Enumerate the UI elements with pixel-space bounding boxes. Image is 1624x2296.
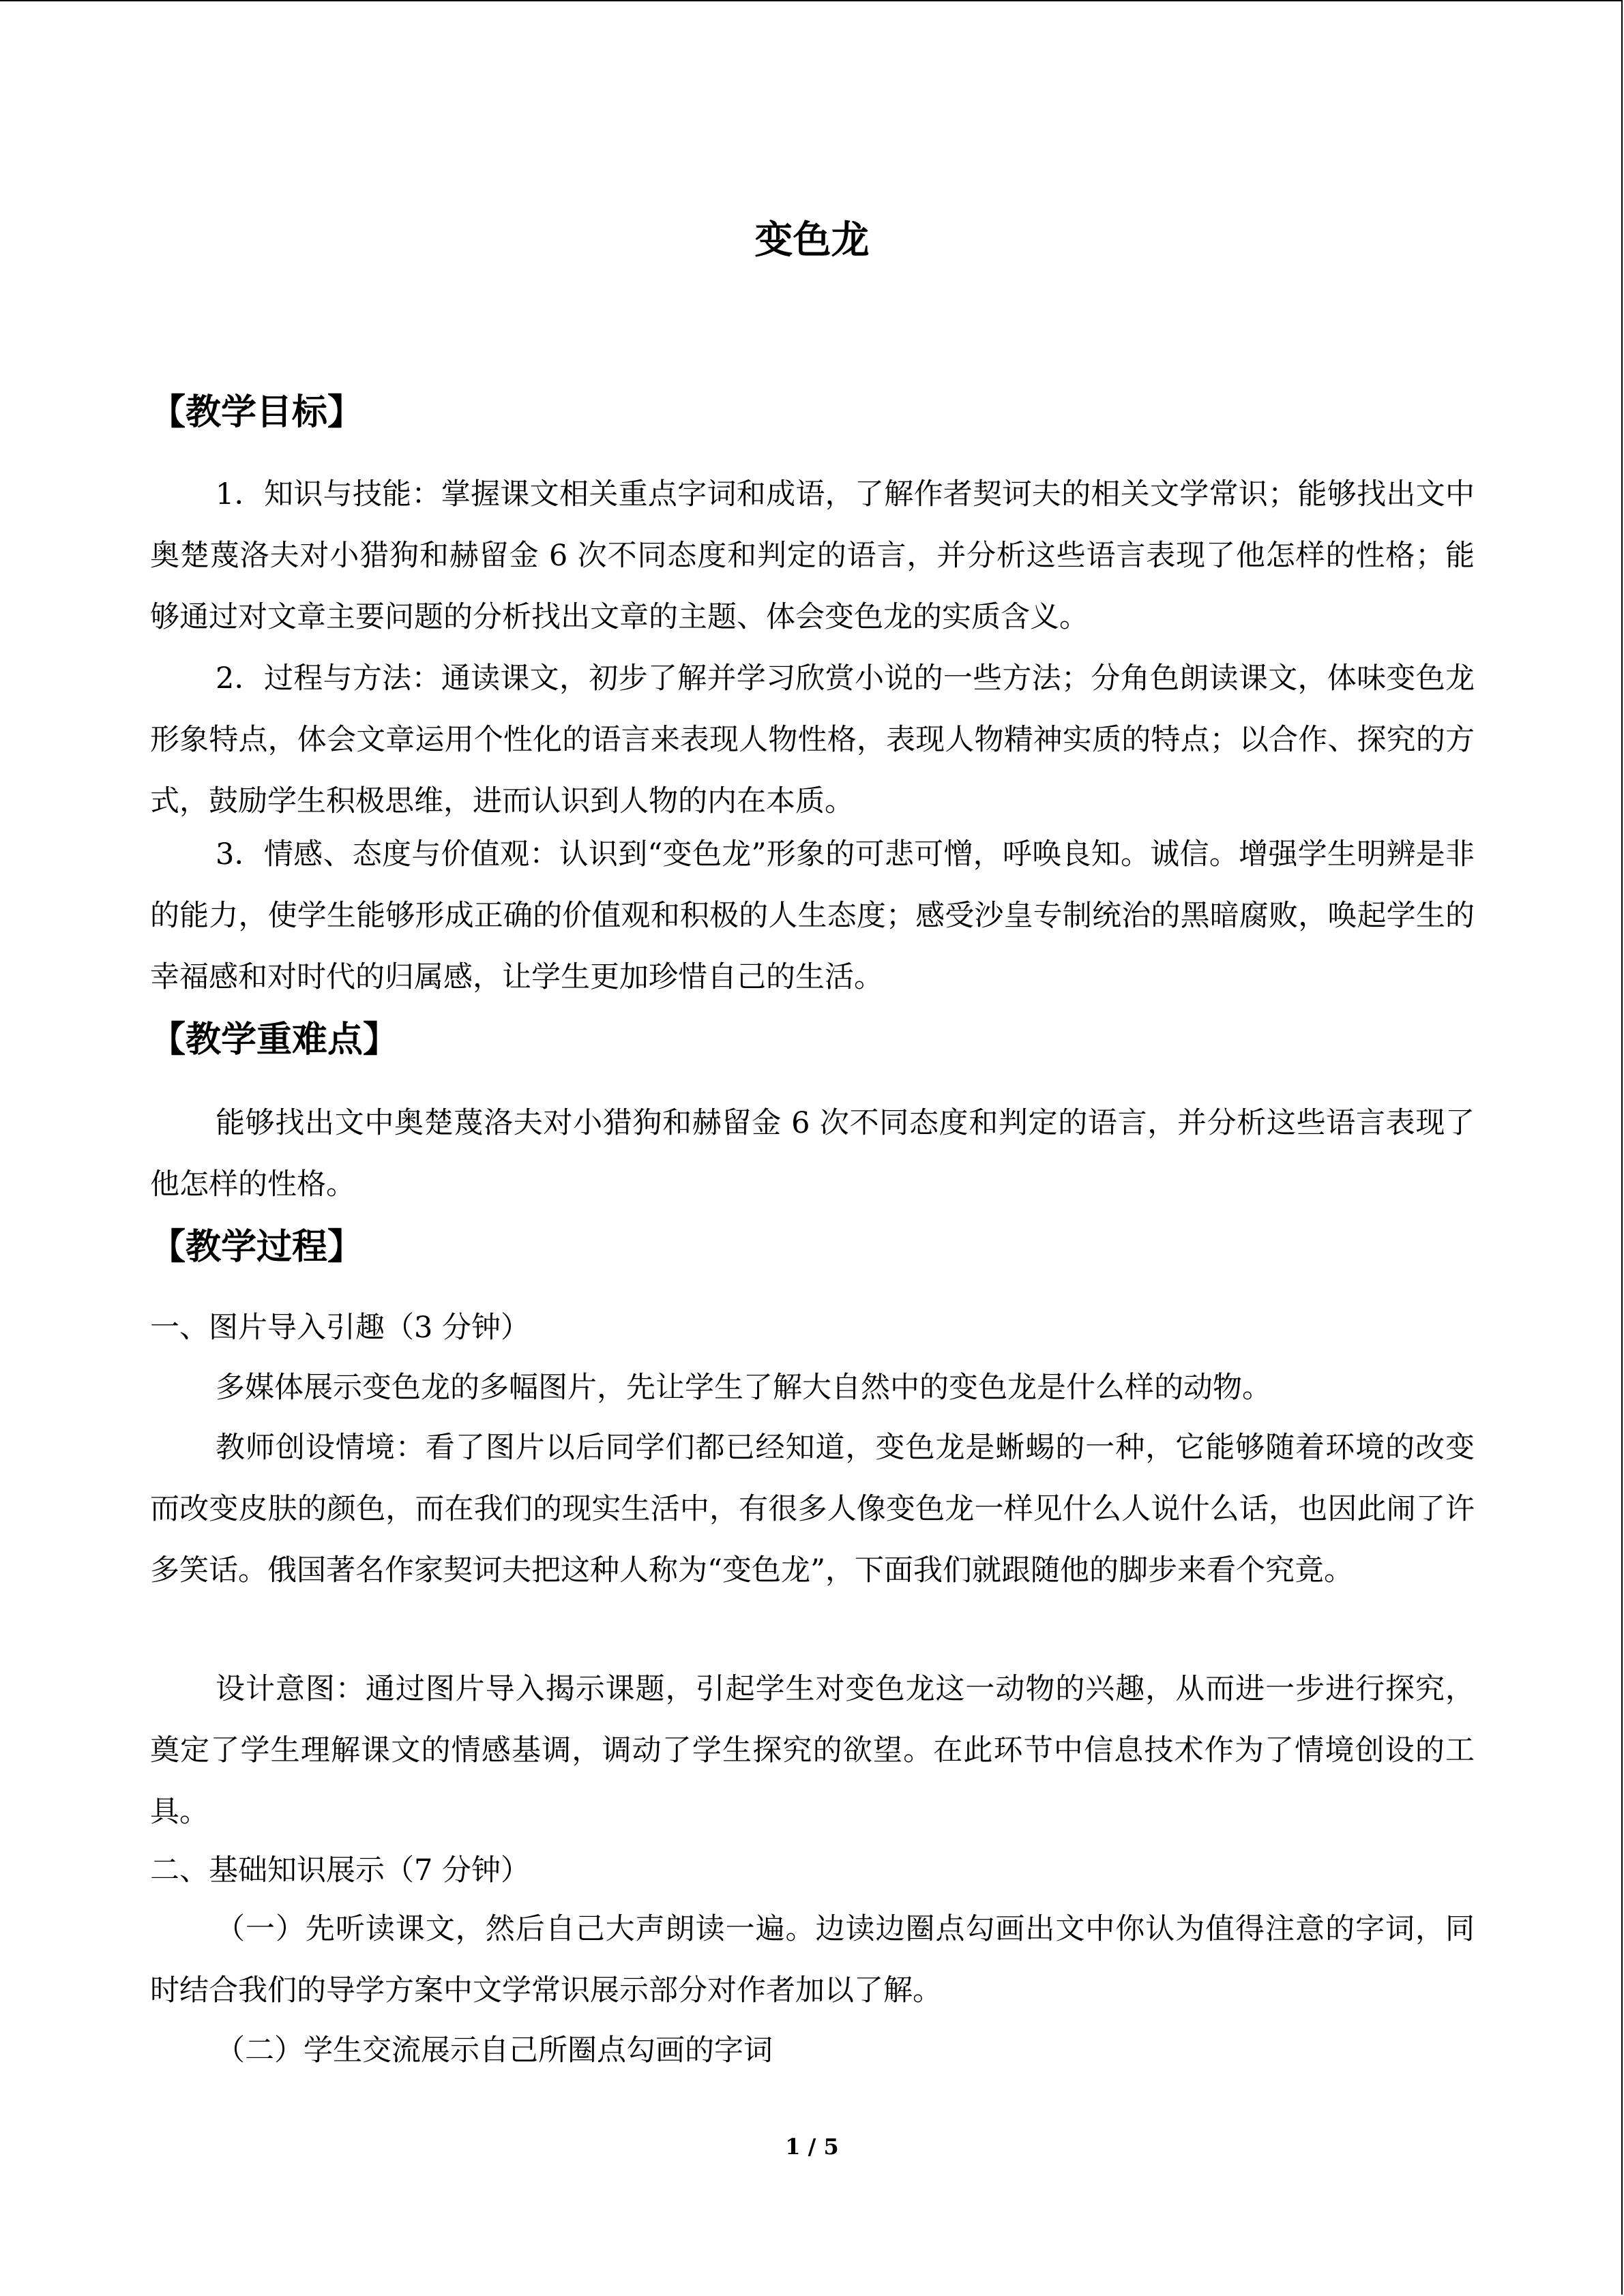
step2-paragraph-2: （二）学生交流展示自己所圈点勾画的字词 bbox=[216, 2033, 773, 2068]
step1-paragraph-3: 设计意图：通过图片导入揭示课题，引起学生对变色龙这一动物的兴趣，从而进一步进行探究，奠定了学生理解课文的情感基调，调动了学生探究的欲望。在此环节中信息技术作为了情境创设的工具。 bbox=[150, 1672, 1475, 1829]
step2-title: 二、基础知识展示（7 分钟） bbox=[150, 1853, 531, 1888]
step1-title: 一、图片导入引趣（3 分钟） bbox=[150, 1311, 531, 1345]
step1-paragraph-2: 教师创设情境：看了图片以后同学们都已经知道，变色龙是蜥蜴的一种，它能够随着环境的改变而改变皮肤的颜色，而在我们的现实生活中，有很多人像变色龙一样见什么人说什么话，也因此闹了许多笑话。俄国著名作家契诃夫把这种人称为“变色龙”，下面我们就跟随他的脚步来看个究竟。 bbox=[150, 1431, 1475, 1587]
step2-paragraph-1: （一）先听读课文，然后自己大声朗读一遍。边读边圈点勾画出文中你认为值得注意的字词，同时结合我们的导学方案中文学常识展示部分对作者加以了解。 bbox=[150, 1912, 1475, 2008]
step1-paragraph-1: 多媒体展示变色龙的多幅图片，先让学生了解大自然中的变色龙是什么样的动物。 bbox=[216, 1371, 1271, 1405]
document-title: 变色龙 bbox=[754, 218, 870, 263]
key-points-paragraph: 能够找出文中奥楚蔑洛夫对小猎狗和赫留金 6 次不同态度和判定的语言，并分析这些语言表现了他怎样的性格。 bbox=[150, 1106, 1475, 1202]
process-heading: 【教学过程】 bbox=[150, 1227, 364, 1268]
key-points-heading: 【教学重难点】 bbox=[150, 1019, 399, 1060]
objective-paragraph-2: 2．过程与方法：通读课文，初步了解并学习欣赏小说的一些方法；分角色朗读课文，体味变色龙形象特点，体会文章运用个性化的语言来表现人物性格，表现人物精神实质的特点；以合作、探究的方式，鼓励学生积极思维，进而认识到人物的内在本质。 bbox=[150, 661, 1475, 818]
objectives-heading: 【教学目标】 bbox=[150, 392, 364, 433]
page-number: 1 / 5 bbox=[785, 2134, 839, 2160]
objective-paragraph-3: 3．情感、态度与价值观：认识到“变色龙”形象的可悲可憎，呼唤良知。诚信。增强学生明辨是非的能力，使学生能够形成正确的价值观和积极的人生态度；感受沙皇专制统治的黑暗腐败，唤起学生的幸福感和对时代的归属感，让学生更加珍惜自己的生活。 bbox=[150, 837, 1475, 994]
objective-paragraph-1: 1．知识与技能：掌握课文相关重点字词和成语，了解作者契诃夫的相关文学常识；能够找出文中奥楚蔑洛夫对小猎狗和赫留金 6 次不同态度和判定的语言，并分析这些语言表现了他怎样的性格；能够通过对文章主要问题的分析找出文章的主题、体会变色龙的实质含义。 bbox=[150, 477, 1475, 634]
